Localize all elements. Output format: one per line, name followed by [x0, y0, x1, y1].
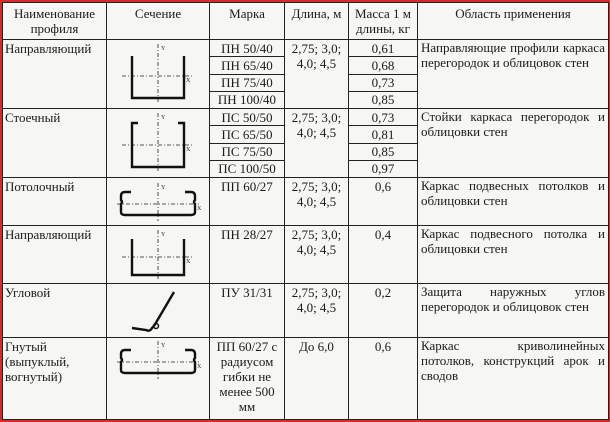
mass-cell: 0,61 [349, 40, 418, 57]
length-cell: До 6,0 [285, 338, 349, 420]
svg-text:Y: Y [161, 184, 166, 191]
table-header-row [3, 3, 609, 40]
length-cell: 2,75; 3,0; 4,0; 4,5 [285, 284, 349, 338]
bent-profile-icon [113, 340, 203, 380]
table-row [3, 40, 609, 57]
length-cell: 2,75; 3,0; 4,0; 4,5 [285, 40, 349, 109]
section-cell [107, 40, 210, 109]
marka-cell: ПН 100/40 [210, 91, 285, 108]
marka-cell: ПС 100/50 [210, 160, 285, 177]
svg-text:Y: Y [161, 343, 166, 349]
profile-table-sheet [2, 2, 608, 420]
table-row [3, 338, 609, 420]
section-cell [107, 284, 210, 338]
table-row [3, 178, 609, 226]
area-cell: Стойки каркаса перегородок и облицовки стен [418, 109, 609, 178]
mass-cell: 0,2 [349, 284, 418, 338]
area-cell: Каркас подвесных потолков и облицовки стен [418, 178, 609, 226]
table-row [3, 284, 609, 338]
profile-name: Стоечный [3, 109, 107, 178]
svg-text:X: X [186, 258, 191, 265]
mass-cell: 0,6 [349, 178, 418, 226]
section-cell [107, 226, 210, 284]
mass-cell: 0,73 [349, 109, 418, 126]
area-cell: Каркас подвесного потолка и облицовки стен [418, 226, 609, 284]
corner-profile-icon [118, 288, 198, 334]
area-cell: Каркас криволинейных потолков, конструкций арок и сводов [418, 338, 609, 420]
mass-cell: 0,6 [349, 338, 418, 420]
profiles-table [2, 2, 609, 420]
profile-name: Гнутый (выпуклый, вогнутый) [3, 338, 107, 420]
table-row [3, 109, 609, 126]
u-channel-profile-icon [118, 229, 198, 281]
marka-cell: ПУ 31/31 [210, 284, 285, 338]
table-row [3, 226, 609, 284]
header-marka: Марка [210, 3, 285, 40]
svg-text:Y: Y [161, 115, 166, 121]
marka-cell: ПН 65/40 [210, 57, 285, 74]
mass-cell: 0,4 [349, 226, 418, 284]
header-name: Наименование профиля [3, 3, 107, 40]
marka-cell: ПП 60/27 [210, 178, 285, 226]
length-cell: 2,75; 3,0; 4,0; 4,5 [285, 226, 349, 284]
section-cell [107, 178, 210, 226]
marka-cell: ПС 50/50 [210, 109, 285, 126]
svg-text:Y: Y [161, 46, 166, 52]
mass-cell: 0,85 [349, 91, 418, 108]
header-length: Длина, м [285, 3, 349, 40]
marka-cell: ПС 65/50 [210, 126, 285, 143]
marka-cell: ПП 60/27 с радиусом гибки не менее 500 мм [210, 338, 285, 420]
header-mass: Масса 1 м длины, кг [349, 3, 418, 40]
marka-cell: ПН 50/40 [210, 40, 285, 57]
header-area: Область применения [418, 3, 609, 40]
profile-name: Потолочный [3, 178, 107, 226]
area-cell: Защита наружных углов перегородок и облицовок стен [418, 284, 609, 338]
section-cell [107, 338, 210, 420]
marka-cell: ПН 75/40 [210, 74, 285, 91]
profile-name: Направляющий [3, 226, 107, 284]
svg-text:Y: Y [161, 231, 166, 238]
marka-cell: ПС 75/50 [210, 143, 285, 160]
svg-text:X: X [186, 78, 191, 84]
svg-text:X: X [186, 147, 191, 153]
mass-cell: 0,73 [349, 74, 418, 91]
mass-cell: 0,81 [349, 126, 418, 143]
mass-cell: 0,68 [349, 57, 418, 74]
ceiling-profile-icon [113, 182, 203, 222]
svg-text:X: X [197, 205, 202, 212]
section-cell [107, 109, 210, 178]
marka-cell: ПН 28/27 [210, 226, 285, 284]
length-cell: 2,75; 3,0; 4,0; 4,5 [285, 109, 349, 178]
u-channel-profile-icon [118, 42, 198, 106]
profile-name: Направляющий [3, 40, 107, 109]
profile-name: Угловой [3, 284, 107, 338]
mass-cell: 0,85 [349, 143, 418, 160]
svg-text:X: X [197, 364, 202, 370]
length-cell: 2,75; 3,0; 4,0; 4,5 [285, 178, 349, 226]
mass-cell: 0,97 [349, 160, 418, 177]
header-section: Сечение [107, 3, 210, 40]
c-channel-profile-icon [118, 111, 198, 175]
area-cell: Направляющие профили каркаса перегородок и облицовок стен [418, 40, 609, 109]
